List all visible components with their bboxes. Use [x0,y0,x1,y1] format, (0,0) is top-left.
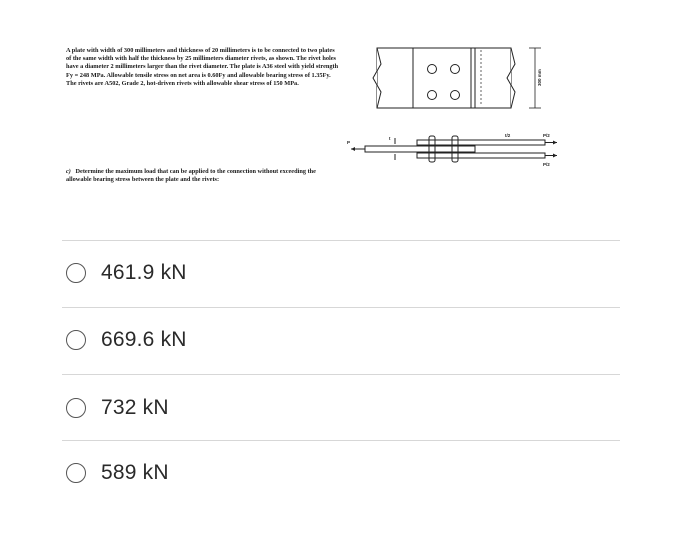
dimension-label: 300 mm [537,69,542,86]
divider [62,374,620,375]
load-label-p: P [347,140,351,145]
load-label-half-top: P/2 [543,133,550,138]
radio-button[interactable] [66,463,86,483]
thickness-label-t: t [389,136,391,141]
question-label: c) [66,168,71,175]
break-line-right [507,48,515,108]
radio-button[interactable] [66,330,86,350]
option-label: 669.6 kN [101,328,187,351]
load-label-half-bottom: P/2 [543,162,550,167]
splice-plate [413,48,475,108]
problem-text: A plate with width of 300 millimeters and thickness of 20 millimeters is to be connected to two plates of the same width with half the thickness by 25 millimeters diameter rivets, as shown. The rivet holes have a diameter 2 millimeters larger than the rivet diameter. The plate is A36 steel with yield strength Fy = 248 MPa. Allowable tensile stress on net area is 0.60Fy and allowable bearing stress of 1.35Fy. The rivets are A502, Grade 2, hot-driven rivets with allowable shear stress of 150 MPa. [66,47,339,87]
connection-figure [345,40,560,200]
radio-button[interactable] [66,263,86,283]
answer-option-1[interactable] [66,253,187,293]
answer-option-3[interactable] [66,388,169,428]
option-label: 732 kN [101,396,169,419]
arrowhead-right-bottom [553,154,557,158]
plan-view [373,48,541,108]
divider [62,440,620,441]
problem-statement [66,47,341,88]
answer-option-2[interactable] [66,320,187,360]
break-line-left [373,48,381,108]
option-label: 589 kN [101,461,169,484]
right-plate [471,48,511,108]
option-label: 461.9 kN [101,261,187,284]
side-view [351,136,557,162]
arrowhead-left [351,147,355,151]
divider [62,240,620,241]
answer-option-4[interactable] [66,453,169,493]
thickness-label-t-half: t/2 [505,133,511,138]
question-text: Determine the maximum load that can be applied to the connection without exceeding the allowable bearing stress between the plate and the rivets: [66,168,316,184]
question [66,168,341,184]
top-splice-section [417,140,545,145]
arrowhead-right-top [553,141,557,145]
left-plate [377,48,417,108]
bottom-splice-section [417,153,545,158]
radio-button[interactable] [66,398,86,418]
divider [62,307,620,308]
